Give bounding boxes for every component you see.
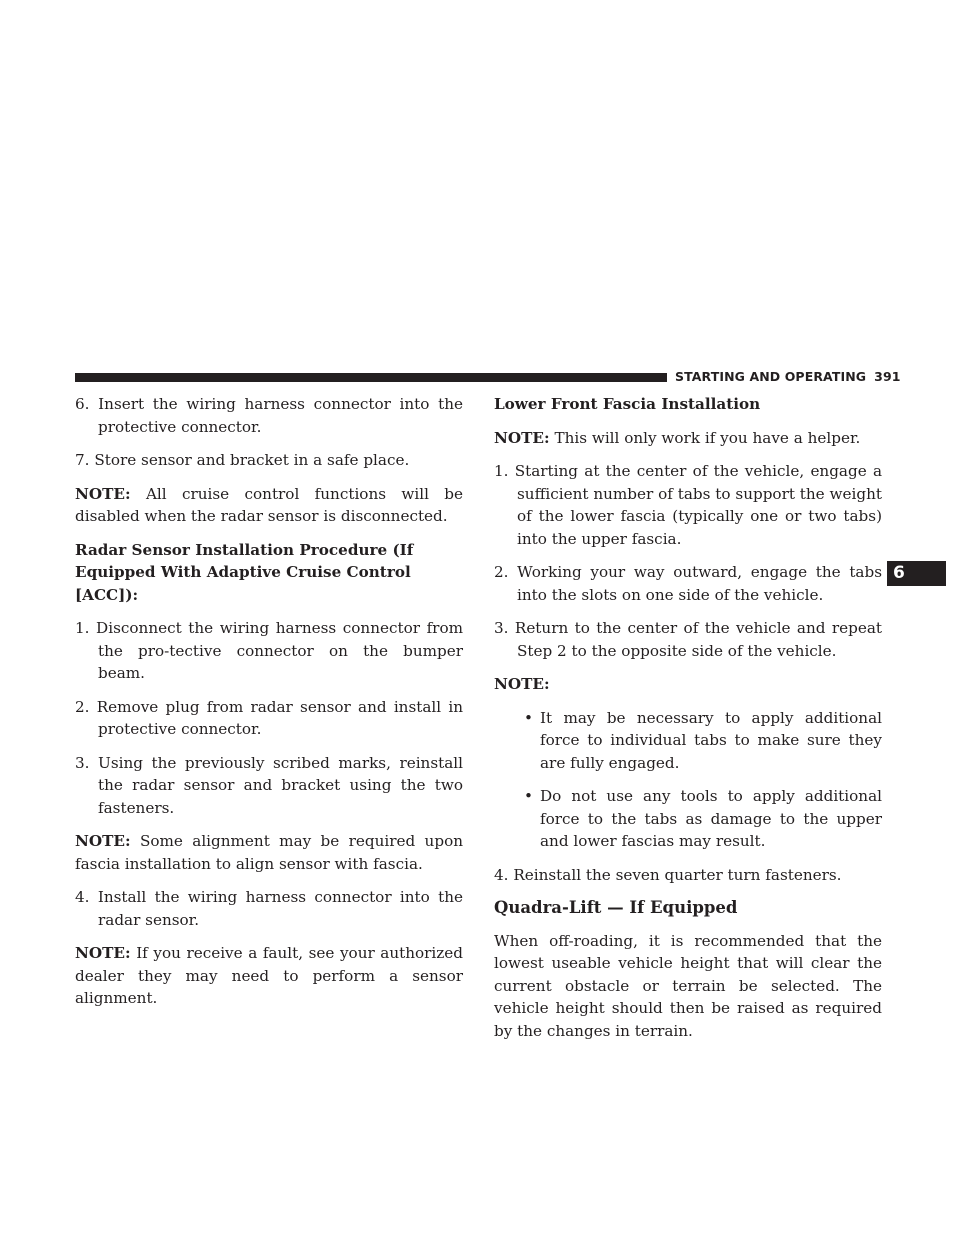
note-helper bbox=[494, 427, 882, 450]
radar-install-heading: Radar Sensor Installation Procedure (If Equipped With Adaptive Cruise Control [ACC]): bbox=[75, 540, 414, 604]
fascia-step-3: 3. Return to the center of the vehicle and repeat Step 2 to the opposite side of the vehicle. bbox=[494, 619, 882, 660]
install-step-4: 4. Install the wiring harness connector into the radar sensor. bbox=[75, 888, 463, 929]
install-step-2: 2. Remove plug from radar sensor and install in protective connector. bbox=[75, 697, 463, 738]
bullet-icon: • bbox=[524, 708, 533, 727]
bullet-item bbox=[494, 785, 882, 853]
fascia-install-heading: Lower Front Fascia Installation bbox=[494, 395, 761, 413]
quadra-lift-text: When off-roading, it is recommended that the lowest useable vehicle height that will clear the current obstacle or terrain be selected. The vehicle height should then be raised as required by the changes in terrain. bbox=[494, 931, 882, 1040]
running-header bbox=[675, 369, 901, 384]
step-6: 6. Insert the wiring harness connector into the protective connector. bbox=[75, 395, 463, 436]
quadra-lift-heading: Quadra-Lift — If Equipped bbox=[494, 898, 738, 917]
note-text: If you receive a fault, see your authorized dealer they may need to perform a sensor alignment. bbox=[75, 944, 463, 1007]
note-label: NOTE: bbox=[494, 675, 550, 693]
fascia-step-2: 2. Working your way outward, engage the tabs into the slots on one side of the vehicle. bbox=[494, 563, 882, 604]
step-7: 7. Store sensor and bracket in a safe place. bbox=[75, 451, 410, 469]
note-label: NOTE: bbox=[494, 428, 550, 447]
right-column bbox=[494, 393, 882, 1042]
fascia-step-1: 1. Starting at the center of the vehicle, engage a sufficient number of tabs to support the weight of the lower fascia (typically one or two tabs) into the upper fascia. bbox=[494, 462, 882, 548]
chapter-tab: 6 bbox=[887, 561, 946, 586]
note-label: NOTE: bbox=[75, 484, 131, 503]
note-text: All cruise control functions will be disabled when the radar sensor is disconnected. bbox=[75, 484, 463, 525]
note-disabled-cruise bbox=[75, 483, 463, 528]
section-title: STARTING AND OPERATING bbox=[675, 369, 867, 384]
note-label: NOTE: bbox=[75, 832, 131, 850]
note-text: Some alignment may be required upon fascia installation to align sensor with fascia. bbox=[75, 832, 463, 873]
install-step-3: 3. Using the previously scribed marks, reinstall the radar sensor and bracket using the two fasteners. bbox=[75, 753, 463, 817]
bullet-item bbox=[494, 707, 882, 775]
bullet-icon: • bbox=[524, 787, 533, 805]
bullet-text: Do not use any tools to apply additional force to the tabs as damage to the upper and lower fascias may result. bbox=[540, 787, 882, 850]
note-alignment bbox=[75, 830, 463, 875]
fascia-step-4: 4. Reinstall the seven quarter turn fasteners. bbox=[494, 865, 842, 884]
page-number: 391 bbox=[874, 369, 901, 384]
install-step-1: 1. Disconnect the wiring harness connector from the pro-tective connector on the bumper beam. bbox=[75, 619, 463, 682]
bullet-text: It may be necessary to apply additional force to individual tabs to make sure they are fully engaged. bbox=[540, 708, 882, 772]
note-fault bbox=[75, 942, 463, 1010]
note-text: This will only work if you have a helper. bbox=[554, 428, 861, 447]
header-rule bbox=[75, 373, 667, 382]
note-label: NOTE: bbox=[75, 944, 131, 962]
left-column bbox=[75, 393, 463, 1010]
